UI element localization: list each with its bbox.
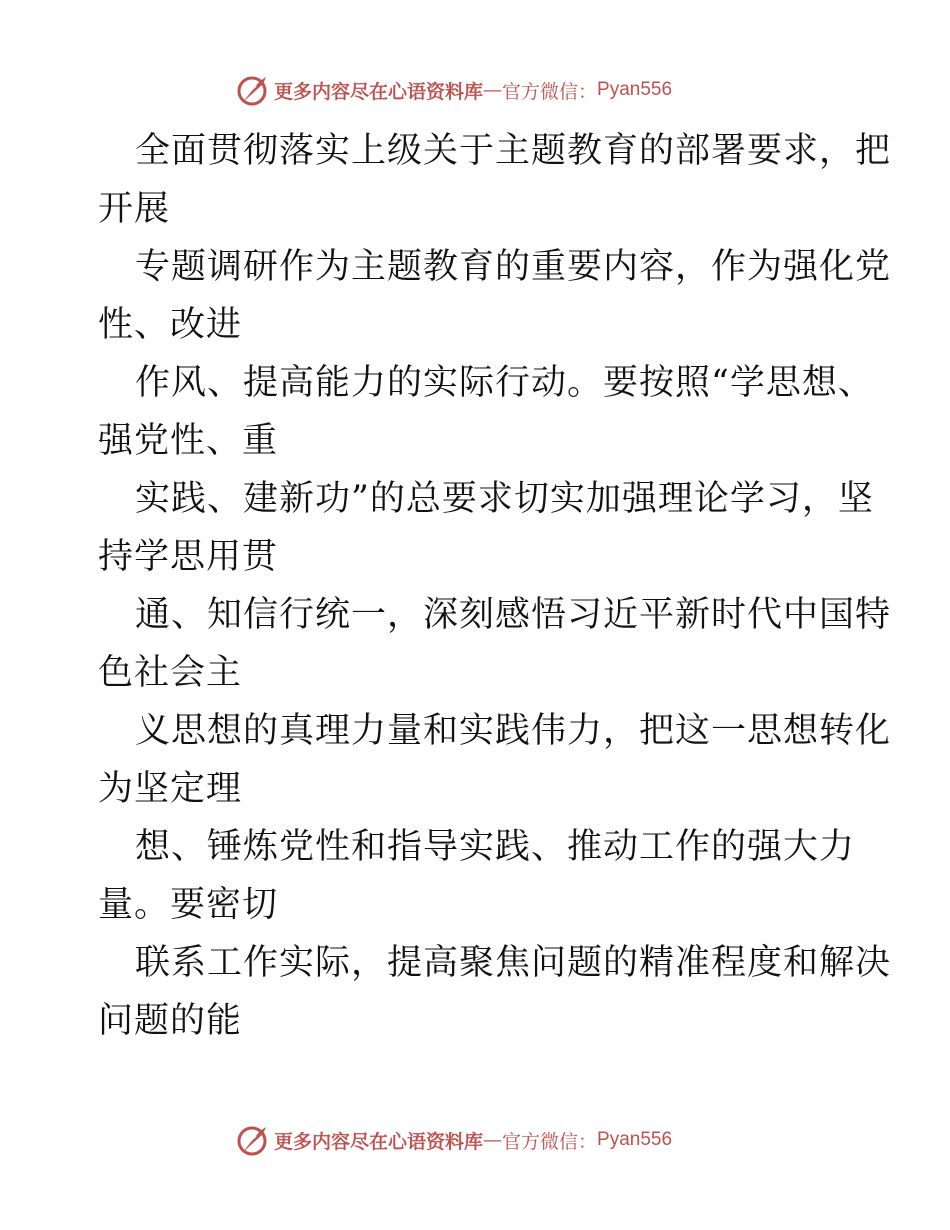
document-body [98, 122, 892, 1050]
text-line: 强党性、重 [98, 421, 279, 461]
watermark-text: 更多内容尽在心语资料库 [274, 1130, 484, 1153]
text-line: 想、锤炼党性和指导实践、推动工作的强大力 [135, 827, 856, 867]
text-line: 全面贯彻落实上级关于主题教育的部署要求，把 [135, 131, 892, 171]
text-line: 义思想的真理力量和实践伟力，把这一思想转化 [135, 711, 892, 751]
text-line: 为坚定理 [98, 769, 243, 809]
footer-watermark [236, 1123, 672, 1157]
watermark-id: Pyan556 [597, 1129, 673, 1150]
watermark-sub: 官方微信： [502, 1130, 598, 1153]
text-line: 专题调研作为主题教育的重要内容，作为强化党 [135, 247, 892, 287]
watermark-dash: — [483, 1129, 503, 1151]
quill-logo-icon [236, 1123, 270, 1157]
text-line: 量。要密切 [98, 885, 279, 925]
text-line: 通、知信行统一，深刻感悟习近平新时代中国特 [135, 595, 892, 635]
text-line: 作风、提高能力的实际行动。要按照“学思想、 [135, 363, 874, 403]
watermark-text: 更多内容尽在心语资料库 [274, 80, 484, 103]
text-line: 实践、建新功”的总要求切实加强理论学习，坚 [135, 479, 874, 519]
text-line: 色社会主 [98, 653, 243, 693]
text-line: 开展 [98, 189, 171, 229]
text-line: 持学思用贯 [98, 537, 279, 577]
watermark-id: Pyan556 [597, 79, 673, 100]
text-line: 联系工作实际，提高聚焦问题的精准程度和解决 [135, 943, 892, 983]
text-line: 性、改进 [98, 305, 243, 345]
watermark-sub: 官方微信： [502, 80, 598, 103]
text-line: 问题的能 [98, 1001, 243, 1041]
quill-logo-icon [236, 73, 270, 107]
header-watermark [236, 73, 672, 107]
watermark-dash: — [483, 79, 503, 101]
